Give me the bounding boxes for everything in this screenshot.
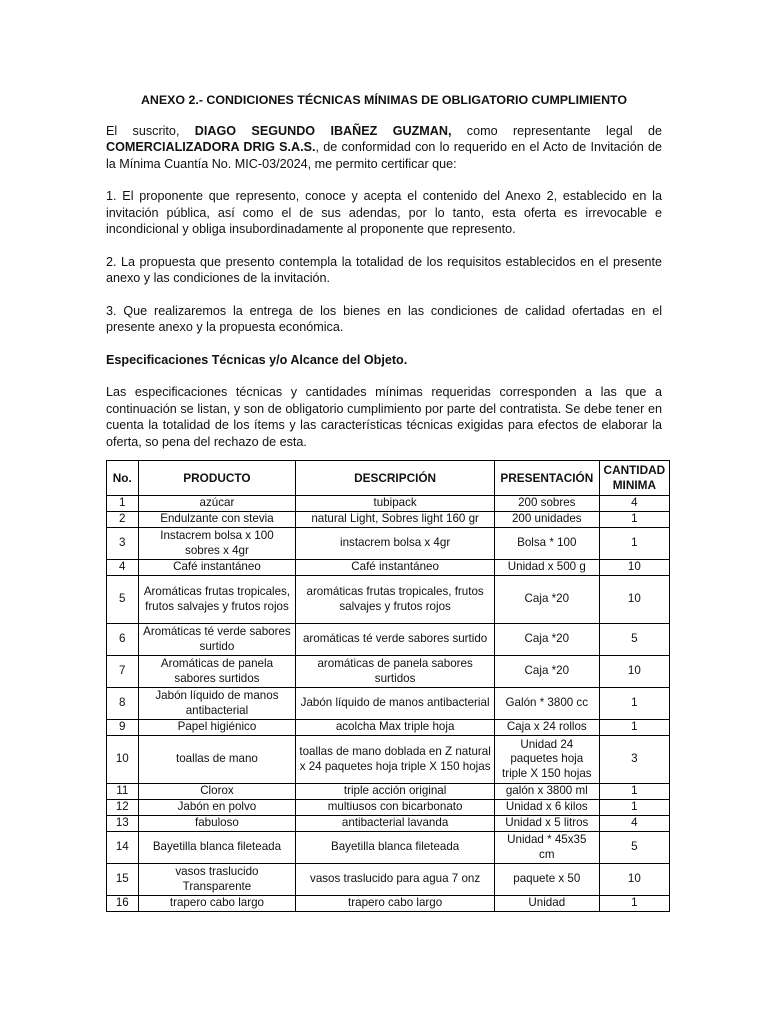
table-row (107, 784, 670, 800)
row-producto: Clorox (138, 784, 296, 800)
table-row (107, 512, 670, 528)
row-presentacion: 200 sobres (494, 496, 599, 512)
row-presentacion: Caja x 24 rollos (494, 720, 599, 736)
document-title: ANEXO 2.- CONDICIONES TÉCNICAS MÍNIMAS DE OBLIGATORIO CUMPLIMIENTO (140, 93, 627, 107)
row-producto: trapero cabo largo (138, 896, 296, 912)
row-descripcion: Bayetilla blanca fileteada (296, 832, 495, 864)
row-no: 3 (107, 528, 139, 560)
spec-paragraph: Las especificaciones técnicas y cantidades mínimas requeridas corresponden a las que a continuación se listan, y son de obligatorio cumplimiento por parte del contratista. Se debe tener en cuenta la totalidad de los ítems y las características técnicas exigidas para efectos de elaborar la oferta, so pena del rechazo de esta. (106, 385, 662, 449)
row-producto: toallas de mano (138, 736, 296, 784)
row-presentacion: Bolsa * 100 (494, 528, 599, 560)
row-producto: Jabón en polvo (138, 800, 296, 816)
row-cantidad: 1 (599, 800, 669, 816)
table-row (107, 528, 670, 560)
row-descripcion: tubipack (296, 496, 495, 512)
row-no: 7 (107, 656, 139, 688)
row-cantidad: 1 (599, 784, 669, 800)
row-presentacion: Unidad x 6 kilos (494, 800, 599, 816)
table-row (107, 816, 670, 832)
row-cantidad: 10 (599, 560, 669, 576)
row-presentacion: 200 unidades (494, 512, 599, 528)
header-presentacion: PRESENTACIÓN (494, 461, 599, 496)
row-cantidad: 4 (599, 816, 669, 832)
row-descripcion: multiusos con bicarbonato (296, 800, 495, 816)
row-producto: Papel higiénico (138, 720, 296, 736)
row-producto: fabuloso (138, 816, 296, 832)
row-descripcion: aromáticas té verde sabores surtido (296, 624, 495, 656)
table-row (107, 656, 670, 688)
company-name: COMERCIALIZADORA DRIG S.A.S. (106, 140, 316, 154)
certification-item-2: 2. La propuesta que presento contempla la totalidad de los requisitos establecidos en el presente anexo y las condiciones de la invitación. (106, 254, 662, 285)
row-descripcion: natural Light, Sobres light 160 gr (296, 512, 495, 528)
table-row (107, 624, 670, 656)
row-no: 9 (107, 720, 139, 736)
row-producto: Café instantáneo (138, 560, 296, 576)
table-row (107, 736, 670, 784)
certification-item-3: 3. Que realizaremos la entrega de los bienes en las condiciones de calidad ofertadas en el presente anexo y la propuesta económica. (106, 303, 662, 334)
header-producto: PRODUCTO (138, 461, 296, 496)
row-descripcion: triple acción original (296, 784, 495, 800)
row-no: 11 (107, 784, 139, 800)
table-row (107, 496, 670, 512)
row-no: 14 (107, 832, 139, 864)
row-presentacion: Unidad * 45x35 cm (494, 832, 599, 864)
row-producto: Endulzante con stevia (138, 512, 296, 528)
row-presentacion: Unidad (494, 896, 599, 912)
row-descripcion: Jabón líquido de manos antibacterial (296, 688, 495, 720)
row-cantidad: 1 (599, 896, 669, 912)
row-no: 2 (107, 512, 139, 528)
row-descripcion: aromáticas de panela sabores surtidos (296, 656, 495, 688)
row-producto: Jabón líquido de manos antibacterial (138, 688, 296, 720)
row-cantidad: 10 (599, 576, 669, 624)
row-no: 16 (107, 896, 139, 912)
row-producto: azúcar (138, 496, 296, 512)
row-cantidad: 10 (599, 864, 669, 896)
row-presentacion: paquete x 50 (494, 864, 599, 896)
row-no: 5 (107, 576, 139, 624)
row-no: 4 (107, 560, 139, 576)
row-producto: Instacrem bolsa x 100 sobres x 4gr (138, 528, 296, 560)
row-presentacion: Unidad 24 paquetes hoja triple X 150 hojas (494, 736, 599, 784)
spec-table (106, 460, 670, 912)
row-no: 10 (107, 736, 139, 784)
row-no: 12 (107, 800, 139, 816)
table-row (107, 560, 670, 576)
intro-suffix: , de conformidad con lo requerido en el Acto de Invitación de la Mínima Cuantía No. MIC-03/2024, me permito certificar que: (106, 140, 662, 171)
row-producto: Bayetilla blanca fileteada (138, 832, 296, 864)
row-producto: vasos traslucido Transparente (138, 864, 296, 896)
row-presentacion: galón x 3800 ml (494, 784, 599, 800)
row-presentacion: Caja *20 (494, 624, 599, 656)
header-cantidad-minima: CANTIDAD MINIMA (599, 461, 669, 496)
row-cantidad: 1 (599, 720, 669, 736)
table-row (107, 800, 670, 816)
row-cantidad: 1 (599, 528, 669, 560)
row-descripcion: instacrem bolsa x 4gr (296, 528, 495, 560)
row-presentacion: Caja *20 (494, 656, 599, 688)
row-no: 13 (107, 816, 139, 832)
row-cantidad: 4 (599, 496, 669, 512)
table-row (107, 896, 670, 912)
intro-middle: como representante legal de (451, 123, 662, 138)
row-descripcion: trapero cabo largo (296, 896, 495, 912)
row-presentacion: Unidad x 500 g (494, 560, 599, 576)
row-cantidad: 5 (599, 832, 669, 864)
row-descripcion: aromáticas frutas tropicales, frutos salvajes y frutos rojos (296, 576, 495, 624)
table-row (107, 832, 670, 864)
header-descripcion: DESCRIPCIÓN (296, 461, 495, 496)
row-no: 15 (107, 864, 139, 896)
row-producto: Aromáticas té verde sabores surtido (138, 624, 296, 656)
row-descripcion: acolcha Max triple hoja (296, 720, 495, 736)
row-no: 8 (107, 688, 139, 720)
row-presentacion: Caja *20 (494, 576, 599, 624)
spec-heading: Especificaciones Técnicas y/o Alcance del Objeto. (106, 352, 408, 367)
row-descripcion: Café instantáneo (296, 560, 495, 576)
row-descripcion: vasos traslucido para agua 7 onz (296, 864, 495, 896)
representative-name: DIAGO SEGUNDO IBAÑEZ GUZMAN, (194, 123, 452, 138)
row-cantidad: 5 (599, 624, 669, 656)
intro-prefix: El suscrito, (106, 123, 195, 138)
row-producto: Aromáticas frutas tropicales, frutos salvajes y frutos rojos (138, 576, 296, 624)
row-presentacion: Unidad x 5 litros (494, 816, 599, 832)
row-descripcion: toallas de mano doblada en Z natural x 24 paquetes hoja triple X 150 hojas (296, 736, 495, 784)
table-row (107, 688, 670, 720)
header-no: No. (107, 461, 139, 496)
row-no: 6 (107, 624, 139, 656)
intro-paragraph (106, 123, 662, 173)
document-body (106, 92, 662, 466)
spec-table-body (107, 496, 670, 912)
row-cantidad: 1 (599, 512, 669, 528)
row-presentacion: Galón * 3800 cc (494, 688, 599, 720)
table-header-row (107, 461, 670, 496)
row-no: 1 (107, 496, 139, 512)
row-cantidad: 1 (599, 688, 669, 720)
table-row (107, 576, 670, 624)
row-producto: Aromáticas de panela sabores surtidos (138, 656, 296, 688)
table-row (107, 720, 670, 736)
table-row (107, 864, 670, 896)
row-cantidad: 10 (599, 656, 669, 688)
certification-item-1: 1. El proponente que represento, conoce y acepta el contenido del Anexo 2, establecido en la invitación pública, así como el de sus adendas, por lo tanto, esta oferta es irrevocable e incondicional y obliga insubordinadamente al proponente que represento. (106, 189, 662, 236)
row-cantidad: 3 (599, 736, 669, 784)
row-descripcion: antibacterial lavanda (296, 816, 495, 832)
